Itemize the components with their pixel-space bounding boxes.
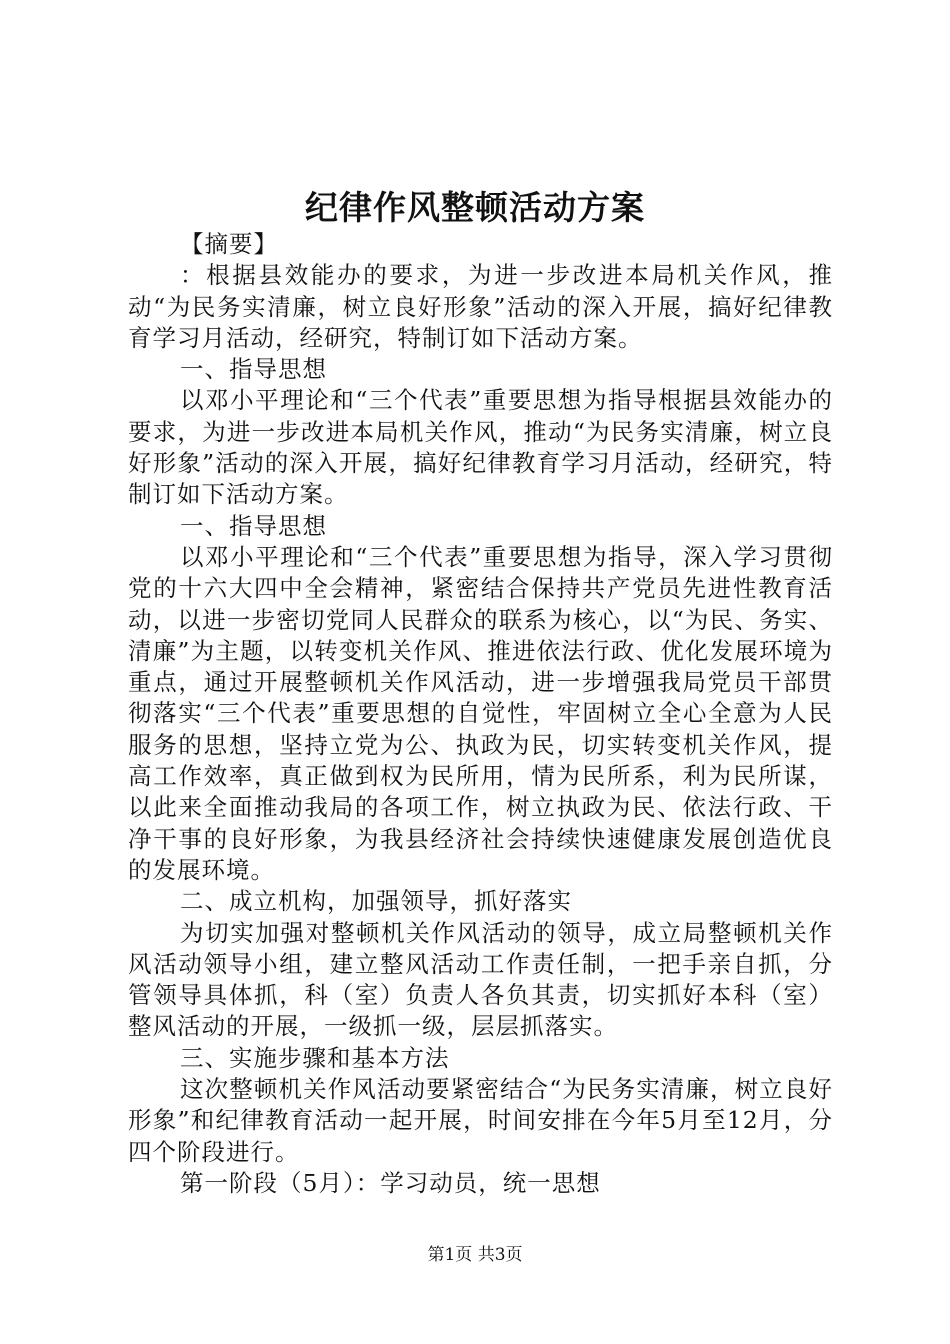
- section-heading: 二、成立机构，加强领导，抓好落实: [180, 887, 572, 916]
- body-paragraph: 以邓小平理论和“三个代表”重要思想为指导，深入学习贯彻党的十六大四中全会精神，紧密结合保持共产党员先进性教育活动，以进一步密切党同人民群众的联系为核心，以“为民、务实、清廉”为主题，以转变机关作风、推进依法行政、优化发展环境为重点，通过开展整顿机关作风活动，进一步增强我局党员干部贯彻落实“三个代表”重要思想的自觉性，牢固树立全心全意为人民服务的思想，坚持立党为公、执政为民，切实转变机关作风，提高工作效率，真正做到权为民所用，情为民所系，利为民所谋，以此来全面推动我局的各项工作，树立执政为民、依法行政、干净干事的良好形象，为我县经济社会持续快速健康发展创造优良的发展环境。: [128, 542, 833, 884]
- body-paragraph: 为切实加强对整顿机关作风活动的领导，成立局整顿机关作风活动领导小组，建立整风活动工作责任制，一把手亲自抓，分管领导具体抓，科（室）负责人各负其责，切实抓好本科（室）整风活动的开展，一级抓一级，层层抓落实。: [128, 918, 833, 1041]
- page-number-footer: 第1页 共3页: [427, 1245, 523, 1265]
- section-heading: 一、指导思想: [180, 355, 327, 384]
- section-heading: 三、实施步骤和基本方法: [180, 1043, 450, 1072]
- abstract-label: 【摘要】: [180, 230, 278, 258]
- section-heading: 一、指导思想: [180, 511, 327, 540]
- stage-heading: 第一阶段（5月）：学习动员，统一思想: [180, 1168, 601, 1197]
- document-title: 纪律作风整顿活动方案: [305, 188, 645, 227]
- body-paragraph: 以邓小平理论和“三个代表”重要思想为指导根据县效能办的要求，为进一步改进本局机关作风，推动“为民务实清廉，树立良好形象”活动的深入开展，搞好纪律教育学习月活动，经研究，特制订如下活动方案。: [128, 386, 833, 509]
- abstract-paragraph: ：根据县效能办的要求，为进一步改进本局机关作风，推动“为民务实清廉，树立良好形象”活动的深入开展，搞好纪律教育学习月活动，经研究，特制订如下活动方案。: [128, 261, 833, 352]
- document-body: [128, 229, 833, 1199]
- body-paragraph: 这次整顿机关作风活动要紧密结合“为民务实清廉，树立良好形象”和纪律教育活动一起开展，时间安排在今年5月至12月，分四个阶段进行。: [128, 1075, 833, 1166]
